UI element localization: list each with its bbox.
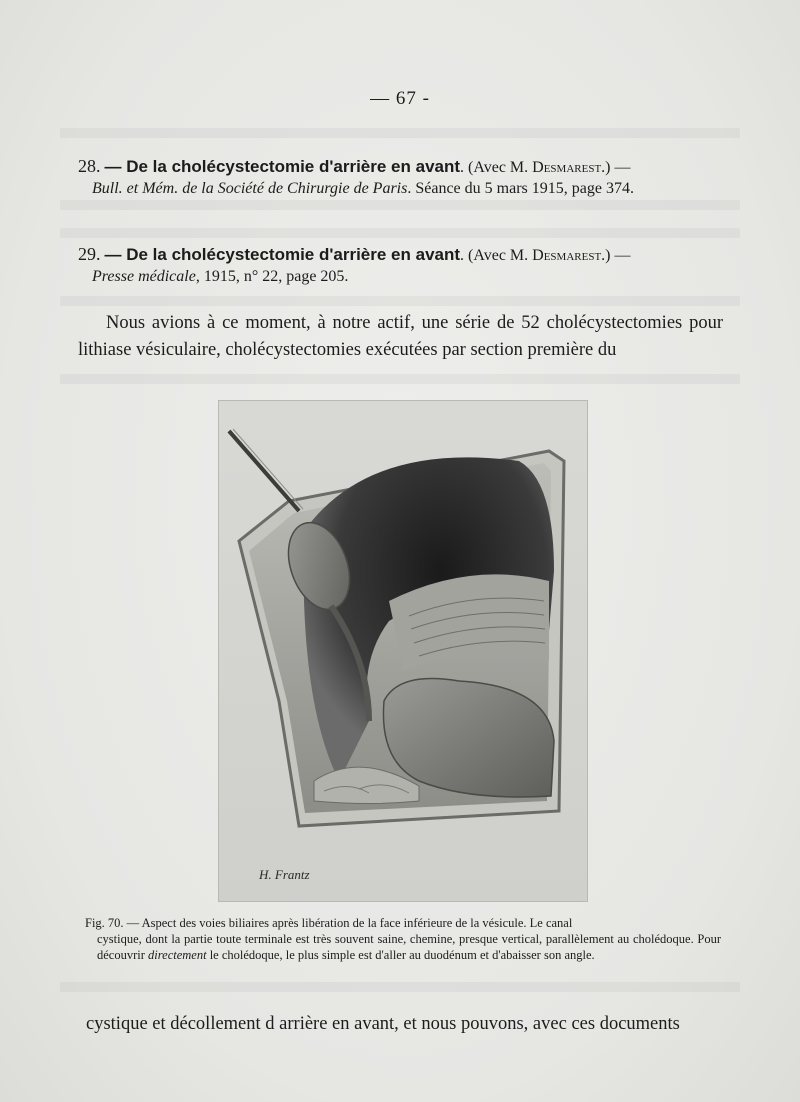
- figure-caption: [85, 915, 721, 963]
- bibliography-entry: [78, 244, 723, 287]
- caption-line-1: Fig. 70. — Aspect des voies biliaires après libération de la face inférieure de la vésicule. Le canal: [85, 916, 573, 930]
- caption-text: cystique, dont la partie toute terminale est très souvent saine, chemine, presque vertical, parallèlement au cholédoque. Pour découvrir: [97, 932, 721, 962]
- entry-title: — De la cholécystectomie d'arrière en avant: [104, 245, 461, 264]
- entry-collab-open: . (Avec M.: [460, 247, 533, 264]
- entry-source-detail: . Séance du 5 mars 1915, page 374.: [407, 180, 634, 197]
- entry-collab-close: .) —: [601, 159, 631, 176]
- intro-paragraph: Nous avions à ce moment, à notre actif, une série de 52 cholécystectomies pour lithiase vésiculaire, cholécystectomies exécutées par section première du: [78, 313, 723, 360]
- entry-collab-name: Desmarest: [532, 159, 602, 176]
- entry-source: Presse médicale: [92, 268, 196, 285]
- entry-collab-open: . (Avec M.: [460, 159, 533, 176]
- bleed-through-text: [60, 296, 740, 306]
- page-number: — 67 -: [370, 88, 430, 109]
- caption-continuation: [85, 931, 721, 963]
- caption-emphasis: directement: [148, 948, 207, 962]
- bleed-through-text: [60, 374, 740, 384]
- bleed-through-text: [60, 128, 740, 138]
- entry-source-line: [78, 266, 723, 287]
- anatomical-illustration: [218, 400, 588, 902]
- entry-title-line: [78, 156, 723, 178]
- entry-source-detail: , 1915, n° 22, page 205.: [195, 268, 349, 285]
- surgical-drawing: [219, 401, 587, 901]
- entry-collab-name: Desmarest: [532, 247, 602, 264]
- closing-line: cystique et décollement d arrière en avant, et nous pouvons, avec ces documents: [86, 1014, 680, 1034]
- entry-title: — De la cholécystectomie d'arrière en avant: [104, 157, 461, 176]
- entry-title-line: [78, 244, 723, 266]
- bleed-through-text: [60, 982, 740, 992]
- bibliography-entry: [78, 156, 723, 199]
- entry-source-line: [78, 178, 723, 199]
- entry-collab-close: .) —: [601, 247, 631, 264]
- entry-source: Bull. et Mém. de la Société de Chirurgie de Paris: [92, 180, 408, 197]
- bleed-through-text: [60, 200, 740, 210]
- caption-text-end: le cholédoque, le plus simple est d'aller au duodénum et d'abaisser son angle.: [209, 948, 595, 962]
- entry-number: 28.: [78, 156, 101, 176]
- bleed-through-text: [60, 228, 740, 238]
- artist-signature: H. Frantz: [259, 867, 310, 882]
- entry-number: 29.: [78, 244, 101, 264]
